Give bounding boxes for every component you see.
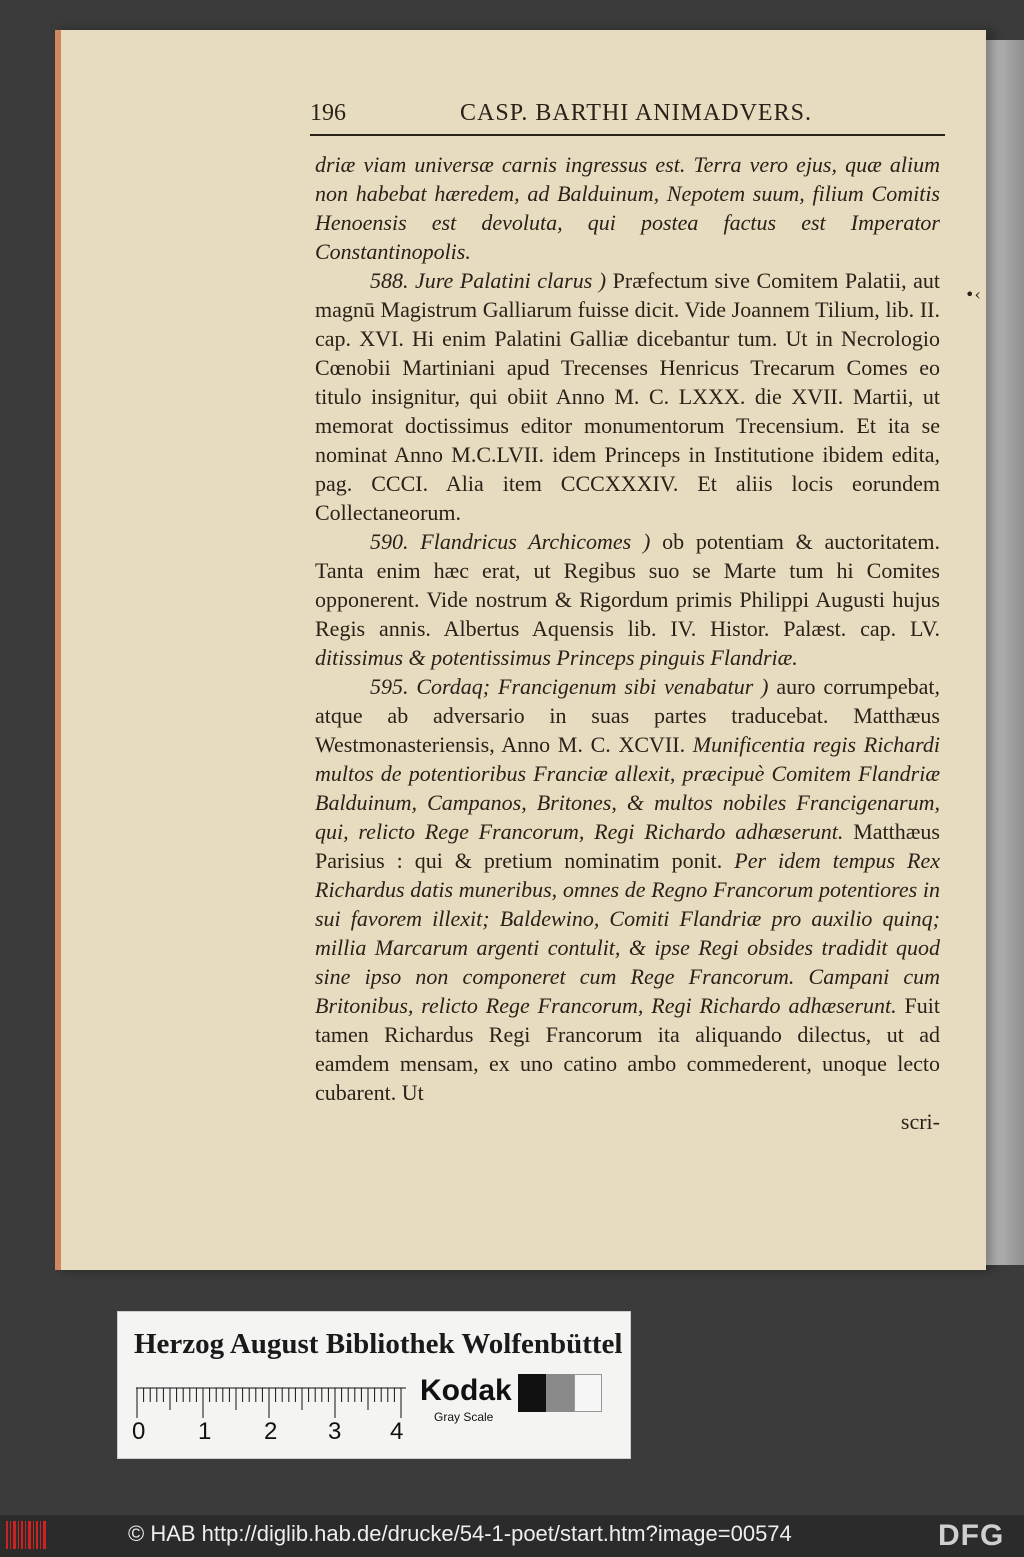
catchword: scri-	[900, 1109, 940, 1134]
text-run: Fuit tamen Richardus Regi Francorum ita aliquando dilectus, ut ad eamdem mensam, ex uno catino ambo commederent, unoque lecto cubarent. Ut	[315, 993, 940, 1105]
library-color-card	[117, 1311, 631, 1459]
dfg-logo: DFG	[938, 1519, 1005, 1552]
page-number: 196	[310, 100, 346, 126]
viewer-footer	[0, 1515, 1024, 1557]
text-run: Matthæus Parisius : qui & pretium nominatim ponit.	[315, 819, 940, 873]
running-head	[310, 100, 945, 136]
quotation: Per idem tempus Rex Richardus datis muneribus, omnes de Regno Francorum potentiores in sui favorem illexit; Baldewino, Comiti Flandriæ pro auxilio quinq; millia Marcarum argenti contulit, & ipse Regi obsides tradidit quod sine ipso non componeret cum Rege Francorum. Campani cum Britonibus, relicto Rege Francorum, Regi Richardo adhæserunt.	[315, 848, 940, 1018]
paragraph-590	[315, 527, 940, 672]
quotation: Munificentia regis Richardi multos de potentioribus Franciæ allexit, præcipuè Comitem Flandriæ Balduinum, Campanos, Britones, & multos nobiles Francigenarum, qui, relicto Rege Francorum, Regi Richardo adhæserunt.	[315, 732, 940, 844]
text-run: Præfectum sive Comitem Palatii, aut magnū Magistrum Galliarum fuisse dicit. Vide Joannem Tilium, lib. II. cap. XVI. Hi enim Palatini Galliæ dicebantur tum. Ut in Necrologio Cœnobii Martiniani apud Trecenses Henricus Trecarum Comes eo titulo insignitur, qui obiit Anno M. C. LXXX. die XVII. Martii, ut memorat doctissimus editor monumentorum Trecensium. Et ita se nominat Anno M.C.LVII. idem Princeps in Institutione ibidem edita, pag. CCCI. Alia item CCCXXXIV. Et aliis locis eorundem Collectaneorum.	[315, 268, 940, 525]
text-run: ob potentiam & auctoritatem. Tanta enim hæc erat, ut Regibus suo se Marte tum hi Comites opponerent. Vide nostrum & Rigordum primis Philippi Augusti hujus Regis annis. Albertus Aquensis lib. IV. Histor. Palæst. cap. LV.	[315, 529, 940, 641]
paragraph-595	[315, 672, 940, 1107]
ruler-number: 3	[328, 1418, 342, 1445]
quotation: ditissimus & potentissimus Princeps pinguis Flandriæ.	[315, 645, 798, 670]
lemma: 595. Cordaq; Francigenum sibi venabatur )	[370, 674, 769, 699]
text-run: auro corrumpebat, atque ab adversario in suas partes traducebat. Matthæus Westmonasteriensis, Anno M. C. XCVII.	[315, 674, 941, 757]
ruler-number: 0	[132, 1418, 146, 1445]
paragraph-588	[315, 266, 940, 527]
ruler-number: 2	[264, 1418, 278, 1445]
running-title: CASP. BARTHI ANIMADVERS.	[460, 100, 812, 126]
gray-swatch-white	[574, 1374, 602, 1412]
gray-swatch-mid	[546, 1374, 574, 1412]
paragraph-1	[315, 150, 940, 266]
barcode-icon	[6, 1519, 48, 1551]
lemma: 590. Flandricus Archicomes )	[370, 529, 651, 554]
library-name: Herzog August Bibliothek Wolfenbüttel	[134, 1328, 623, 1360]
gray-scale-caption: Gray Scale	[434, 1410, 494, 1424]
page-text	[315, 150, 940, 1136]
copyright-link[interactable]: © HAB http://diglib.hab.de/drucke/54-1-poet/start.htm?image=00574	[128, 1521, 792, 1546]
margin-mark: •‹	[965, 285, 981, 304]
lemma: 588. Jure Palatini clarus )	[370, 268, 607, 293]
text-run: driæ viam universæ carnis ingressus est. Terra vero ejus, quæ alium non habebat hæredem, ad Balduinum, Nepotem suum, filium Comitis Henoensis est devoluta, qui postea factus est Imperator Constantinopolis.	[315, 152, 940, 264]
gray-swatch-black	[518, 1374, 546, 1412]
ruler-scale	[136, 1384, 406, 1418]
ruler-number: 4	[390, 1418, 404, 1445]
kodak-logo: Kodak	[420, 1374, 512, 1407]
ruler-number: 1	[198, 1418, 212, 1445]
